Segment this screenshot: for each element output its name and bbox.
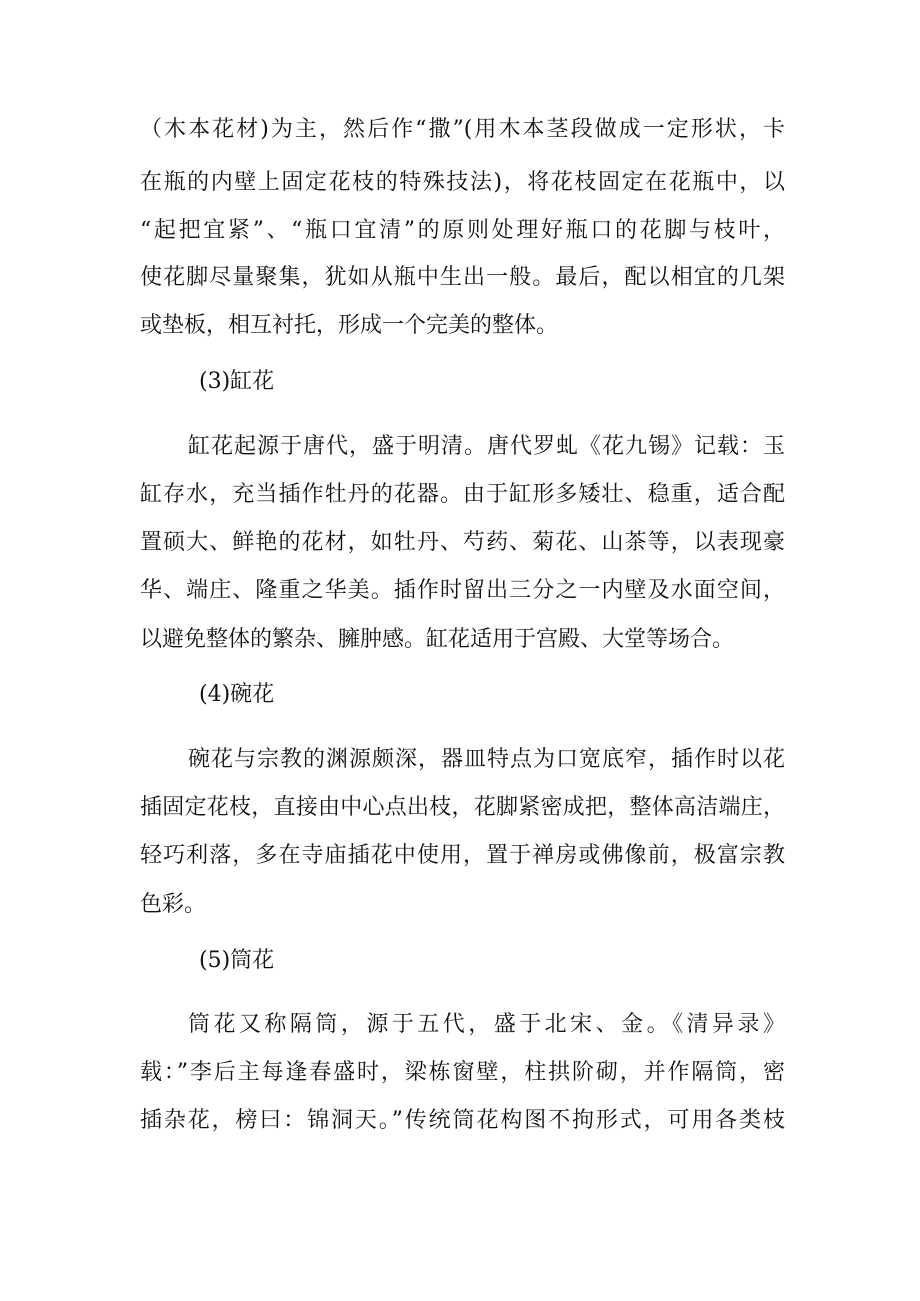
section-heading-4: (4)碗花 xyxy=(199,682,275,707)
paragraph-2-line-5: 以避免整体的繁杂、臃肿感。缸花适用于宫殿、大堂等场合。 xyxy=(140,627,735,652)
paragraph-2-line-3: 置硕大、鲜艳的花材，如牡丹、芍药、菊花、山茶等，以表现豪 xyxy=(140,530,785,555)
paragraph-2-line-1: 缸花起源于唐代，盛于明清。唐代罗虬《花九锡》记载：玉 xyxy=(188,434,785,459)
paragraph-4-line-2: 载：”李后主每逢春盛时，梁栋窗壁，柱拱阶砌，并作隔筒，密 xyxy=(140,1060,785,1085)
paragraph-3-line-1: 碗花与宗教的渊源颇深，器皿特点为口宽底窄，插作时以花 xyxy=(188,747,785,772)
paragraph-2-line-2: 缸存水，充当插作牡丹的花器。由于缸形多矮壮、稳重，适合配 xyxy=(140,482,785,507)
section-heading-5: (5)筒花 xyxy=(199,948,275,973)
paragraph-3-line-4: 色彩。 xyxy=(140,892,207,917)
paragraph-1-line-4: 使花脚尽量聚集，犹如从瓶中生出一般。最后，配以相宜的几架 xyxy=(140,265,785,290)
paragraph-2-line-4: 华、端庄、隆重之华美。插作时留出三分之一内壁及水面空间， xyxy=(140,578,785,603)
paragraph-1-line-1: （木本花材)为主，然后作“撒”(用木本茎段做成一定形状，卡 xyxy=(140,117,785,142)
paragraph-4-line-3: 插杂花，榜曰：锦洞天。”传统筒花构图不拘形式，可用各类枝 xyxy=(140,1108,785,1133)
paragraph-4-line-1: 筒花又称隔筒，源于五代，盛于北宋、金。《清异录》 xyxy=(188,1012,785,1037)
paragraph-1-line-2: 在瓶的内壁上固定花枝的特殊技法)，将花枝固定在花瓶中，以 xyxy=(140,170,785,195)
paragraph-3-line-3: 轻巧利落，多在寺庙插花中使用，置于禅房或佛像前，极富宗教 xyxy=(140,843,785,868)
paragraph-1-line-3: “起把宜紧”、“瓶口宜清”的原则处理好瓶口的花脚与枝叶， xyxy=(140,218,785,243)
section-heading-3: (3)缸花 xyxy=(199,369,275,394)
paragraph-3-line-2: 插固定花枝，直接由中心点出枝，花脚紧密成把，整体高洁端庄， xyxy=(140,795,785,820)
paragraph-1-line-5: 或垫板，相互衬托，形成一个完美的整体。 xyxy=(140,313,559,338)
